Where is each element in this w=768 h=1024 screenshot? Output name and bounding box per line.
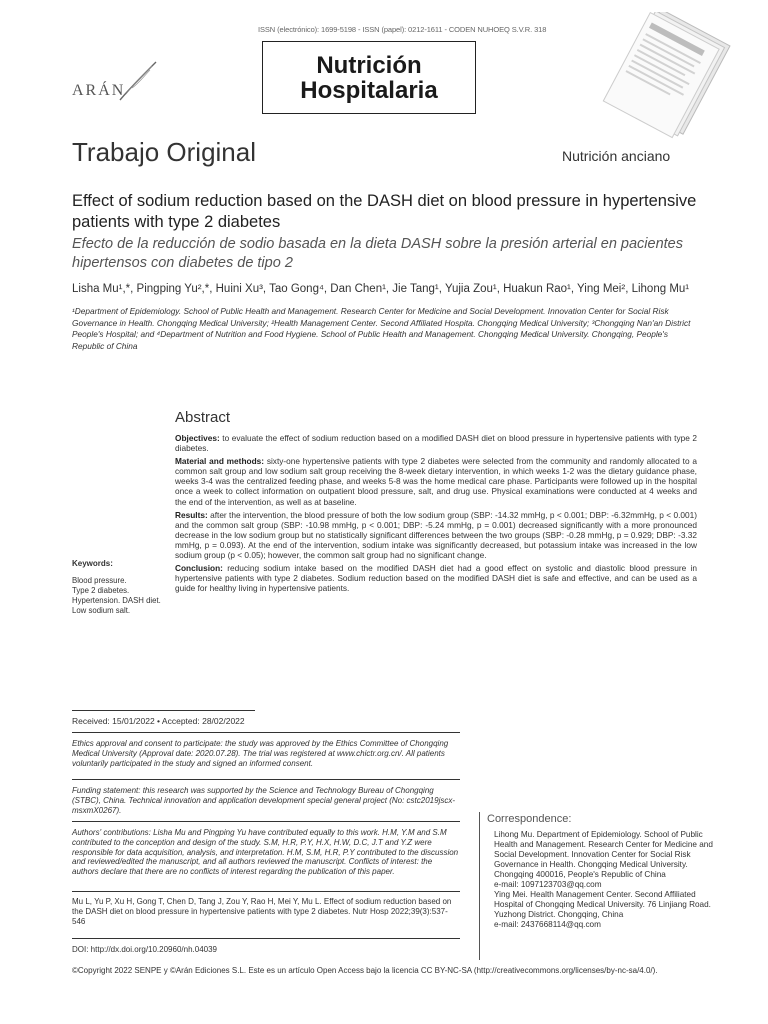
- affiliations: ¹Department of Epidemiology. School of Public Health and Management. Research Center for Medicine and Social Development. Innovation Center for Social Risk Governance in Health. Chongqing Medical University; ²Health Management Center. Second Affiliated Hospita. Chongqing Medical University; ³Chongqing Nan'an District People's Hospital; and ⁴Department of Nutrition and Food Hygiene. School of Public Health and Management. Chongqing Medical University. Chongqing, People's Republic of China: [72, 306, 691, 351]
- keywords-heading: Keywords:: [72, 559, 113, 568]
- correspondence-heading: Correspondence:: [487, 813, 572, 825]
- abstract-body: [175, 433, 697, 596]
- publisher-logo: [72, 58, 162, 108]
- keyword-item: Blood pressure.: [72, 576, 127, 585]
- divider: [72, 779, 460, 780]
- issn-line: ISSN (electrónico): 1699-5198 - ISSN (papel): 0212-1611 - CODEN NUHOEQ S.V.R. 318: [258, 25, 547, 34]
- ethics-statement: Ethics approval and consent to participate: the study was approved by the Ethics Committee of Chongqing Medical University (Approval date: 2020.07.28). The trial was registered at www.chictr.org.cn/. All patients voluntarily participated in the study and signed an informed consent.: [72, 739, 449, 768]
- correspondence-rule: [479, 812, 480, 960]
- abstract-objectives: Objectives: to evaluate the effect of sodium reduction based on a modified DASH diet on blood pressure in hypertensive patients with type 2 diabetes.: [175, 433, 697, 454]
- correspondence-body: Lihong Mu. Department of Epidemiology. School of Public Health and Management. Research Center for Medicine and Social Development. Innovation Center for Social Risk Governance in Health. Chongqing Medical University. Chongqing 400016, People's Republic of China e-mail: 1097123703@qq.com Ying Mei. Health Management Center. Second Affiliated Hospital of Chongqing Medical University. 76 Linjiang Road. Yuzhong District. Chongqing, China e-mail: 2437668114@qq.com: [494, 830, 713, 929]
- divider: [72, 710, 255, 711]
- abstract-conclusion: Conclusion: reducing sodium intake based on the modified DASH diet had a good effect on systolic and diastolic blood pressure in hypertensive patients with type 2 diabetes. Sodium reduction based on the modified DASH diet is safe and effective, and can be used as a guide for healthy living in hypertensive patients.: [175, 563, 697, 594]
- keyword-item: Hypertension. DASH diet.: [72, 596, 161, 605]
- journal-title-line1: Nutrición: [316, 51, 422, 79]
- divider: [72, 732, 460, 733]
- author-list: Lisha Mu¹,*, Pingping Yu²,*, Huini Xu³, Tao Gong⁴, Dan Chen¹, Jie Tang¹, Yujia Zou¹, Huakun Rao¹, Ying Mei², Lihong Mu¹: [72, 283, 690, 295]
- article-title-en: Effect of sodium reduction based on the DASH diet on blood pressure in hypertensive patients with type 2 diabetes: [72, 192, 697, 231]
- section-tag: Nutrición anciano: [562, 148, 671, 164]
- journal-title-line2: Hospitalaria: [300, 76, 438, 104]
- received-dates: Received: 15/01/2022 • Accepted: 28/02/2022: [72, 716, 245, 726]
- article-title-es: Efecto de la reducción de sodio basada en la dieta DASH sobre la presión arterial en pacientes hipertensos con diabetes de tipo 2: [72, 236, 683, 271]
- funding-statement: Funding statement: this research was supported by the Science and Technology Bureau of Chongqing (STBC), China. Technical innovation and application development special general project (No: cstc2019jscx-msxmX0267).: [72, 786, 456, 815]
- keyword-item: Low sodium salt.: [72, 606, 131, 615]
- journal-title-box: [262, 41, 476, 114]
- keywords-list: [72, 576, 167, 616]
- citation: Mu L, Yu P, Xu H, Gong T, Chen D, Tang J, Zou Y, Rao H, Mei Y, Mu L. Effect of sodium reduction based on the DASH diet on blood pressure in hypertensive patients with type 2 diabetes. Nutr Hosp 2022;39(3):537-546: [72, 897, 452, 926]
- author-contributions: Authors' contributions: Lisha Mu and Pingping Yu have contributed equally to this work. H.M, Y.M and S.M contributed to the conception and design of the study. S.M, H.R, P.Y, H.X, H.W, D.C, J.T and Y.Z were responsible for data acquisition, analysis, and interpretation. H.M, S.M, H.R, P.Y contributed to the discussion and reviewed/edited the manuscript, and all authors reviewed the manuscript. Conflicts of interest: the authors declare that there are no conflicts of interest regarding the publication of this paper.: [72, 828, 459, 877]
- divider: [72, 891, 460, 892]
- divider: [72, 938, 460, 939]
- journal-cover-icon: [592, 12, 742, 142]
- publisher-logo-text: ARÁN: [72, 82, 126, 99]
- abstract-methods: Material and methods: sixty-one hypertensive patients with type 2 diabetes were selected from the community and randomly allocated to a common salt group and low sodium salt group receiving the 8-week dietary intervention, in which weeks 1-2 was the dietary guidance phase, weeks 3-4 was the centralized feeding phase, and weeks 5-8 was the home medical care phase. Participants were followed up in the hospital once a week to collect information on outpatient blood pressure, salt, and drug use. Physical examinations were conducted at 4 weeks and the end of the intervention, as well as at baseline.: [175, 456, 697, 507]
- abstract-heading: Abstract: [175, 409, 231, 426]
- section-title: Trabajo Original: [72, 137, 257, 167]
- divider: [72, 821, 460, 822]
- keyword-item: Type 2 diabetes.: [72, 586, 130, 595]
- copyright-notice: ©Copyright 2022 SENPE y ©Arán Ediciones S.L. Este es un artículo Open Access bajo la licencia CC BY-NC-SA (http://creativecommons.org/licenses/by-nc-sa/4.0/).: [72, 966, 658, 975]
- abstract-results: Results: after the intervention, the blood pressure of both the low sodium group (SBP: -14.32 mmHg, p < 0.001; DBP: -6.32mmHg, p < 0.001) and the common salt group (SBP: -10.98 mmHg, p < 0.001; DBP: -5.24 mmHg, p = 0.001) decreased significantly with a more pronounced decrease in the low sodium group but no statistically significant differences between the two groups (SBP: -0.28 mmHg, p = 0.929; DBP: -3.32 mmHg, p = 0.093). At the end of the intervention, sodium intake was significantly decreased, but potassium intake was increased in the low sodium group (p < 0.05); however, the common salt group had no significant change.: [175, 509, 697, 561]
- doi-link[interactable]: DOI: http://dx.doi.org/10.20960/nh.04039: [72, 945, 217, 954]
